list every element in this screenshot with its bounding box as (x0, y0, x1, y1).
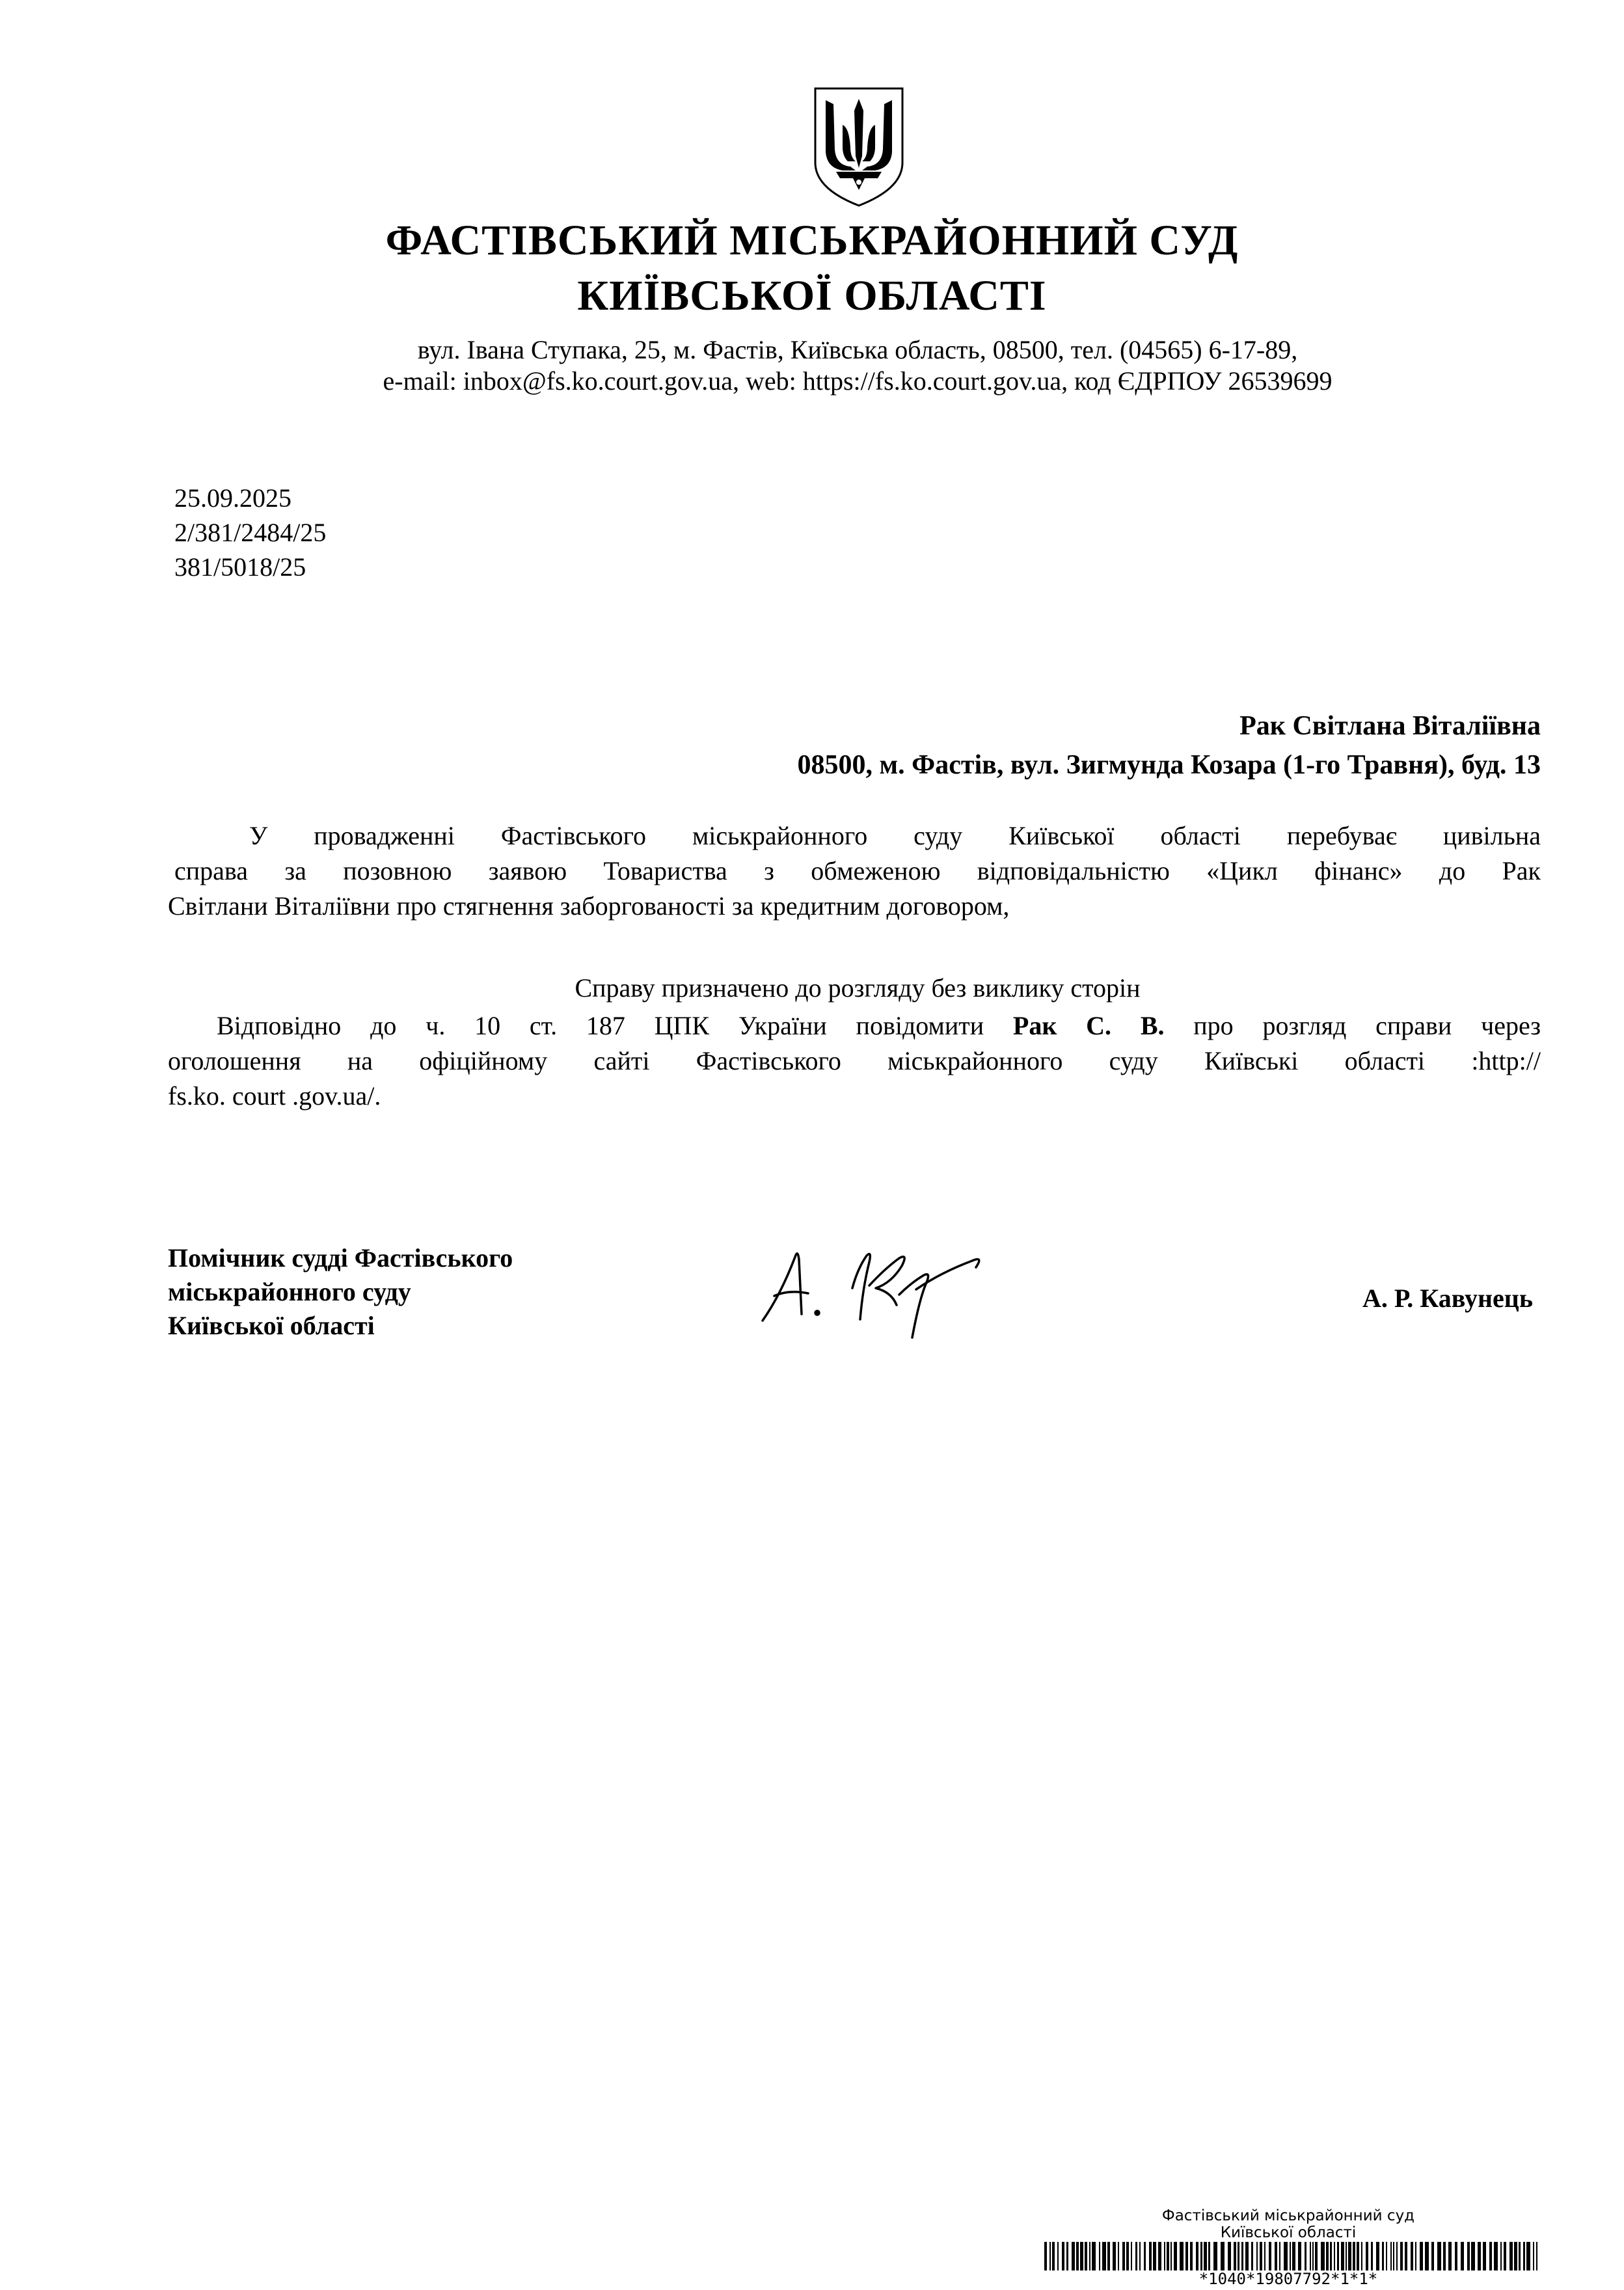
barcode-bar (1353, 2242, 1355, 2270)
body-paragraph-1-line: У провадженні Фастівського міськрайонного суду Київської області перебуває цивільна (249, 821, 1541, 850)
handwritten-signature-icon (748, 1223, 995, 1340)
barcode-bar (1185, 2242, 1188, 2270)
barcode-bar (1174, 2242, 1177, 2270)
barcode-bar (1437, 2242, 1441, 2270)
barcode-bar (1305, 2242, 1306, 2270)
barcode-bar (1118, 2242, 1119, 2270)
barcode-bar (1269, 2242, 1271, 2270)
recipient-name: Рак Світлана Віталіївна (1239, 711, 1541, 741)
recipient-address: 08500, м. Фастів, вул. Зигмунда Козара (1-го Травня), буд. 13 (797, 750, 1541, 780)
signer-title-line: міськрайонного суду (168, 1277, 411, 1306)
court-website-link: fs.ko. court .gov.ua/. (168, 1081, 381, 1111)
barcode-bar (1279, 2242, 1280, 2270)
barcode-bar (1467, 2242, 1470, 2270)
document-ref-number: 2/381/2484/25 (174, 518, 327, 547)
barcode-bar (1139, 2242, 1141, 2270)
barcode-bar (1393, 2242, 1394, 2270)
barcode-bar (1526, 2242, 1530, 2270)
barcode-bar (1298, 2242, 1301, 2270)
barcode-bar (1251, 2242, 1253, 2270)
barcode-bar (1400, 2242, 1403, 2270)
barcode-bar (1213, 2242, 1217, 2270)
barcode-bar (1153, 2242, 1156, 2270)
barcode-bar (1080, 2242, 1083, 2270)
barcode-bar (1241, 2242, 1243, 2270)
case-number: 381/5018/25 (174, 552, 306, 582)
barcode-bar (1264, 2242, 1265, 2270)
barcode-bar (1461, 2242, 1464, 2270)
barcode-bar (1122, 2242, 1125, 2270)
barcode-bar (1489, 2242, 1492, 2270)
barcode-bar (1536, 2242, 1537, 2270)
barcode-bar (1149, 2242, 1152, 2270)
barcode-bar (1443, 2242, 1446, 2270)
coat-of-arms-icon (810, 85, 908, 208)
signer-title-line: Помічник судді Фастівського (168, 1243, 513, 1273)
barcode-bar (1519, 2242, 1521, 2270)
barcode-bar (1411, 2242, 1413, 2270)
body-paragraph-1-line: Світлани Віталіївни про стягнення заборгованості за кредитним договором, (168, 891, 1010, 921)
barcode-bar (1504, 2242, 1506, 2270)
barcode-bar (1099, 2242, 1100, 2270)
barcode-bar (1144, 2242, 1146, 2270)
barcode-bar (1113, 2242, 1116, 2270)
barcode-bar (1315, 2242, 1318, 2270)
barcode-bar (1126, 2242, 1129, 2270)
barcode-bar (1085, 2242, 1087, 2270)
barcode-bar (1190, 2242, 1193, 2270)
barcode-number: *1040*19807792*1*1* (1198, 2270, 1378, 2288)
barcode-bar (1366, 2242, 1368, 2270)
barcode-bar (1221, 2242, 1225, 2270)
barcode-bar (1415, 2242, 1416, 2270)
barcode-bar (1066, 2242, 1068, 2270)
barcode-bar (1361, 2242, 1362, 2270)
barcode-bar (1337, 2242, 1339, 2270)
barcode-bar (1275, 2242, 1277, 2270)
barcode-bar (1196, 2242, 1198, 2270)
barcode-bar (1509, 2242, 1513, 2270)
barcode-bar (1396, 2242, 1398, 2270)
barcode-bar (1321, 2242, 1325, 2270)
barcode-bar (1052, 2242, 1055, 2270)
barcode-bar (1234, 2242, 1236, 2270)
barcode-bar (1164, 2242, 1165, 2270)
barcode-bar (1049, 2242, 1051, 2270)
barcode-bar (1494, 2242, 1498, 2270)
barcode-bar (1533, 2242, 1534, 2270)
barcode-bar (1478, 2242, 1481, 2270)
hearing-notice: Справу призначено до розгляду без виклику сторін (575, 973, 1141, 1003)
barcode-bar (1290, 2242, 1291, 2270)
barcode-bar (1455, 2242, 1457, 2270)
document-date: 25.09.2025 (174, 483, 291, 513)
barcode-bar (1131, 2242, 1132, 2270)
barcode-bar (1102, 2242, 1106, 2270)
barcode-bar (1334, 2242, 1335, 2270)
barcode-bar (1200, 2242, 1202, 2270)
barcode-bar (1238, 2242, 1239, 2270)
body-paragraph-3-line: оголошення на офіційному сайті Фастівського міськрайонного суду Київські області :http:// (168, 1046, 1541, 1075)
stamp-court-region: Київської області (1220, 2224, 1357, 2241)
court-address: вул. Івана Ступака, 25, м. Фастів, Київська область, 08500, тел. (04565) 6-17-89, (417, 335, 1298, 364)
stamp-court-name: Фастівський міськрайонний суд (1161, 2207, 1415, 2224)
barcode-bar (1245, 2242, 1249, 2270)
barcode-bar (1386, 2242, 1387, 2270)
barcode-bar (1471, 2242, 1475, 2270)
barcode-bar (1357, 2242, 1359, 2270)
barcode-bar (1312, 2242, 1314, 2270)
barcode-bar (1371, 2242, 1373, 2270)
barcode-bar (1346, 2242, 1347, 2270)
barcode-bar (1228, 2242, 1231, 2270)
barcode-bar (1448, 2242, 1452, 2270)
barcode-bar (1310, 2242, 1311, 2270)
barcode-bar (1158, 2242, 1161, 2270)
barcode-bar (1431, 2242, 1434, 2270)
barcode-bar (1483, 2242, 1486, 2270)
barcode-bar (1089, 2242, 1090, 2270)
barcode-bar (1167, 2242, 1169, 2270)
barcode-bar (1260, 2242, 1262, 2270)
barcode-bar (1376, 2242, 1379, 2270)
barcode-bar (1523, 2242, 1525, 2270)
barcode-bar (1092, 2242, 1096, 2270)
body-paragraph-1-line: справа за позовною заявою Товариства з обмеженою відповідальністю «Цикл фінанс» до Рак (174, 856, 1541, 885)
barcode-icon (1044, 2242, 1542, 2270)
barcode-bar (1072, 2242, 1075, 2270)
barcode-bar (1284, 2242, 1288, 2270)
barcode-bar (1256, 2242, 1258, 2270)
signer-title-line: Київської області (168, 1311, 375, 1340)
barcode-bar (1171, 2242, 1172, 2270)
court-name-line-1: ФАСТІВСЬКИЙ МІСЬКРАЙОННИЙ СУД (385, 217, 1239, 264)
barcode-bar (1180, 2242, 1184, 2270)
defendant-short-name: Рак С. В. (1012, 1011, 1165, 1040)
court-web-contacts: e-mail: inbox@fs.ko.court.gov.ua, web: https://fs.ko.court.gov.ua, код ЄДРПОУ 26539699 (383, 366, 1333, 396)
barcode-bar (1330, 2242, 1332, 2270)
barcode-bar (1341, 2242, 1344, 2270)
barcode-bar (1390, 2242, 1392, 2270)
barcode-bar (1062, 2242, 1064, 2270)
barcode-bar (1044, 2242, 1047, 2270)
barcode-bar (1348, 2242, 1351, 2270)
barcode-bar (1500, 2242, 1502, 2270)
barcode-bar (1405, 2242, 1407, 2270)
body-paragraph-3-line: Відповідно до ч. 10 ст. 187 ЦПК України повідомити Рак С. В. про розгляд справи через (217, 1011, 1541, 1040)
barcode-bar (1208, 2242, 1210, 2270)
barcode-bar (1420, 2242, 1423, 2270)
barcode-bar (1326, 2242, 1329, 2270)
barcode-bar (1204, 2242, 1207, 2270)
signer-name: А. Р. Кавунець (1362, 1284, 1533, 1313)
court-name-line-2: КИЇВСЬКОЇ ОБЛАСТІ (577, 272, 1047, 319)
barcode-bar (1292, 2242, 1295, 2270)
barcode-bar (1076, 2242, 1079, 2270)
barcode-bar (1057, 2242, 1059, 2270)
barcode-bar (1382, 2242, 1384, 2270)
barcode-bar (1135, 2242, 1137, 2270)
barcode-bar (1514, 2242, 1517, 2270)
barcode-bar (1107, 2242, 1110, 2270)
barcode-bar (1425, 2242, 1429, 2270)
